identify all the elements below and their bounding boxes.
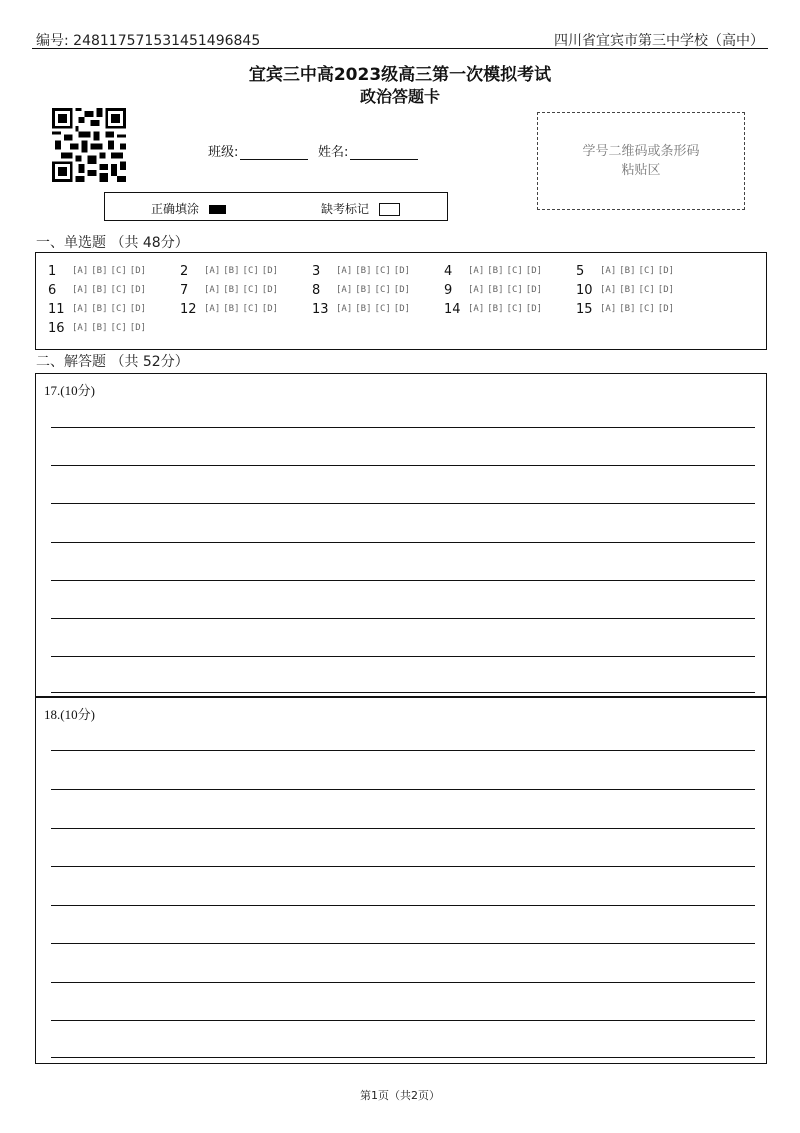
option-bubble-3-2[interactable]: [C] <box>374 266 391 276</box>
option-bubble-4-2[interactable]: [C] <box>506 266 523 276</box>
option-bubble-13-0[interactable]: [A] <box>336 304 353 314</box>
q18-answer-line <box>51 1020 755 1021</box>
school-name: 四川省宜宾市第三中学校（高中） <box>554 33 764 49</box>
option-bubble-16-2[interactable]: [C] <box>110 323 127 333</box>
question-number: 4 <box>444 263 453 279</box>
q18-answer-line <box>51 943 755 944</box>
option-bubble-10-0[interactable]: [A] <box>600 285 617 295</box>
option-bubble-13-2[interactable]: [C] <box>374 304 391 314</box>
q17-answer-line <box>51 692 755 693</box>
option-bubble-16-0[interactable]: [A] <box>72 323 89 333</box>
choice-question-2 <box>180 262 281 280</box>
q17-answer-line <box>51 618 755 619</box>
option-bubble-9-0[interactable]: [A] <box>468 285 485 295</box>
option-bubble-5-3[interactable]: [D] <box>657 266 675 276</box>
choice-question-4 <box>444 262 545 280</box>
question-number: 3 <box>312 263 321 279</box>
q17-answer-line <box>51 542 755 543</box>
option-bubble-15-1[interactable]: [B] <box>619 304 636 314</box>
option-bubble-15-2[interactable]: [C] <box>638 304 655 314</box>
q18-answer-line <box>51 789 755 790</box>
sticker-area-line2: 粘贴区 <box>621 163 661 178</box>
option-bubble-9-3[interactable]: [D] <box>525 285 543 295</box>
option-bubble-9-2[interactable]: [C] <box>506 285 523 295</box>
choice-question-6 <box>48 281 149 299</box>
option-bubble-14-2[interactable]: [C] <box>506 304 523 314</box>
header-divider <box>32 48 768 49</box>
option-bubble-1-2[interactable]: [C] <box>110 266 127 276</box>
option-bubble-9-1[interactable]: [B] <box>487 285 504 295</box>
question-number: 2 <box>180 263 189 279</box>
option-bubble-5-2[interactable]: [C] <box>638 266 655 276</box>
option-bubble-2-2[interactable]: [C] <box>242 266 259 276</box>
option-bubble-8-1[interactable]: [B] <box>355 285 372 295</box>
option-bubble-6-0[interactable]: [A] <box>72 285 89 295</box>
option-bubble-3-3[interactable]: [D] <box>393 266 411 276</box>
option-bubble-12-1[interactable]: [B] <box>223 304 240 314</box>
option-bubble-16-1[interactable]: [B] <box>91 323 108 333</box>
choice-question-16 <box>48 319 149 337</box>
option-bubble-2-3[interactable]: [D] <box>261 266 279 276</box>
q17-answer-line <box>51 656 755 657</box>
question-number: 7 <box>180 282 189 298</box>
class-blank[interactable] <box>240 147 308 160</box>
option-bubble-8-0[interactable]: [A] <box>336 285 353 295</box>
choice-question-14 <box>444 300 545 318</box>
option-bubble-1-1[interactable]: [B] <box>91 266 108 276</box>
option-bubble-10-2[interactable]: [C] <box>638 285 655 295</box>
choice-question-12 <box>180 300 281 318</box>
absent-checkbox[interactable] <box>379 203 400 216</box>
option-bubble-14-0[interactable]: [A] <box>468 304 485 314</box>
option-bubble-12-0[interactable]: [A] <box>204 304 221 314</box>
choice-question-1 <box>48 262 149 280</box>
option-bubble-7-1[interactable]: [B] <box>223 285 240 295</box>
option-bubble-1-0[interactable]: [A] <box>72 266 89 276</box>
option-bubble-5-1[interactable]: [B] <box>619 266 636 276</box>
question-number: 8 <box>312 282 321 298</box>
question-number: 9 <box>444 282 453 298</box>
choice-question-7 <box>180 281 281 299</box>
option-bubble-15-0[interactable]: [A] <box>600 304 617 314</box>
option-bubble-16-3[interactable]: [D] <box>129 323 147 333</box>
option-bubble-7-0[interactable]: [A] <box>204 285 221 295</box>
absent-mark-legend <box>321 200 400 217</box>
choice-question-9 <box>444 281 545 299</box>
qr-code-icon <box>52 108 126 182</box>
q18-answer-line <box>51 828 755 829</box>
serial-number-label <box>36 30 260 50</box>
choice-question-13 <box>312 300 413 318</box>
option-bubble-11-0[interactable]: [A] <box>72 304 89 314</box>
answer-box-q17[interactable] <box>35 373 767 697</box>
question-number: 13 <box>312 301 329 317</box>
question-number: 14 <box>444 301 461 317</box>
option-bubble-8-2[interactable]: [C] <box>374 285 391 295</box>
serial-label: 编号: <box>36 33 74 49</box>
question-number: 1 <box>48 263 57 279</box>
option-bubble-11-2[interactable]: [C] <box>110 304 127 314</box>
sticker-area-line1: 学号二维码或条形码 <box>582 144 700 159</box>
option-bubble-4-0[interactable]: [A] <box>468 266 485 276</box>
correct-fill-label: 正确填涂 <box>151 202 200 216</box>
class-field[interactable] <box>208 141 308 160</box>
option-bubble-3-1[interactable]: [B] <box>355 266 372 276</box>
question-number: 11 <box>48 301 65 317</box>
option-bubble-15-3[interactable]: [D] <box>657 304 675 314</box>
option-bubble-3-0[interactable]: [A] <box>336 266 353 276</box>
exam-title: 宜宾三中高2023级高三第一次模拟考试 <box>248 65 552 85</box>
choice-question-10 <box>576 281 677 299</box>
q17-answer-line <box>51 465 755 466</box>
q18-label: 18.(10分) <box>44 707 95 722</box>
question-number: 6 <box>48 282 57 298</box>
name-blank[interactable] <box>350 147 418 160</box>
option-bubble-11-1[interactable]: [B] <box>91 304 108 314</box>
page-footer: 第1页（共2页） <box>360 1089 440 1102</box>
q17-answer-line <box>51 503 755 504</box>
option-bubble-4-1[interactable]: [B] <box>487 266 504 276</box>
correct-fill-legend <box>151 200 226 217</box>
choice-question-5 <box>576 262 677 280</box>
question-number: 12 <box>180 301 197 317</box>
option-bubble-7-2[interactable]: [C] <box>242 285 259 295</box>
option-bubble-2-0[interactable]: [A] <box>204 266 221 276</box>
option-bubble-2-1[interactable]: [B] <box>223 266 240 276</box>
option-bubble-14-3[interactable]: [D] <box>525 304 543 314</box>
option-bubble-7-3[interactable]: [D] <box>261 285 279 295</box>
option-bubble-8-3[interactable]: [D] <box>393 285 411 295</box>
option-bubble-10-1[interactable]: [B] <box>619 285 636 295</box>
option-bubble-5-0[interactable]: [A] <box>600 266 617 276</box>
name-label: 姓名: <box>318 145 349 160</box>
option-bubble-6-2[interactable]: [C] <box>110 285 127 295</box>
option-bubble-13-1[interactable]: [B] <box>355 304 372 314</box>
q18-answer-line <box>51 1057 755 1058</box>
serial-value: 24811757153145149​6845 <box>73 33 261 49</box>
q17-answer-line <box>51 427 755 428</box>
single-choice-grid <box>35 252 767 350</box>
question-number: 16 <box>48 320 65 336</box>
option-bubble-4-3[interactable]: [D] <box>525 266 543 276</box>
question-number: 15 <box>576 301 593 317</box>
section-answer-title: 二、解答题 （共 52分） <box>36 354 189 370</box>
filled-box-icon <box>209 205 226 214</box>
choice-question-3 <box>312 262 413 280</box>
option-bubble-6-3[interactable]: [D] <box>129 285 147 295</box>
choice-question-11 <box>48 300 149 318</box>
answer-box-q18[interactable] <box>35 697 767 1064</box>
q18-answer-line <box>51 982 755 983</box>
section-single-choice-title: 一、单选题 （共 48分） <box>36 235 189 251</box>
question-number: 10 <box>576 282 593 298</box>
q17-label: 17.(10分) <box>44 383 95 398</box>
option-bubble-14-1[interactable]: [B] <box>487 304 504 314</box>
option-bubble-12-2[interactable]: [C] <box>242 304 259 314</box>
option-bubble-12-3[interactable]: [D] <box>261 304 279 314</box>
exam-subtitle: 政治答题卡 <box>359 87 440 106</box>
fill-legend <box>104 192 448 221</box>
choice-question-8 <box>312 281 413 299</box>
option-bubble-10-3[interactable]: [D] <box>657 285 675 295</box>
q17-answer-line <box>51 580 755 581</box>
name-field[interactable] <box>318 141 418 160</box>
question-number: 5 <box>576 263 585 279</box>
q18-answer-line <box>51 905 755 906</box>
q18-answer-line <box>51 750 755 751</box>
option-bubble-13-3[interactable]: [D] <box>393 304 411 314</box>
option-bubble-1-3[interactable]: [D] <box>129 266 147 276</box>
option-bubble-11-3[interactable]: [D] <box>129 304 147 314</box>
class-label: 班级: <box>208 145 239 160</box>
absent-mark-label: 缺考标记 <box>321 202 370 216</box>
student-id-sticker-area <box>537 112 745 210</box>
choice-question-15 <box>576 300 677 318</box>
q18-answer-line <box>51 866 755 867</box>
option-bubble-6-1[interactable]: [B] <box>91 285 108 295</box>
